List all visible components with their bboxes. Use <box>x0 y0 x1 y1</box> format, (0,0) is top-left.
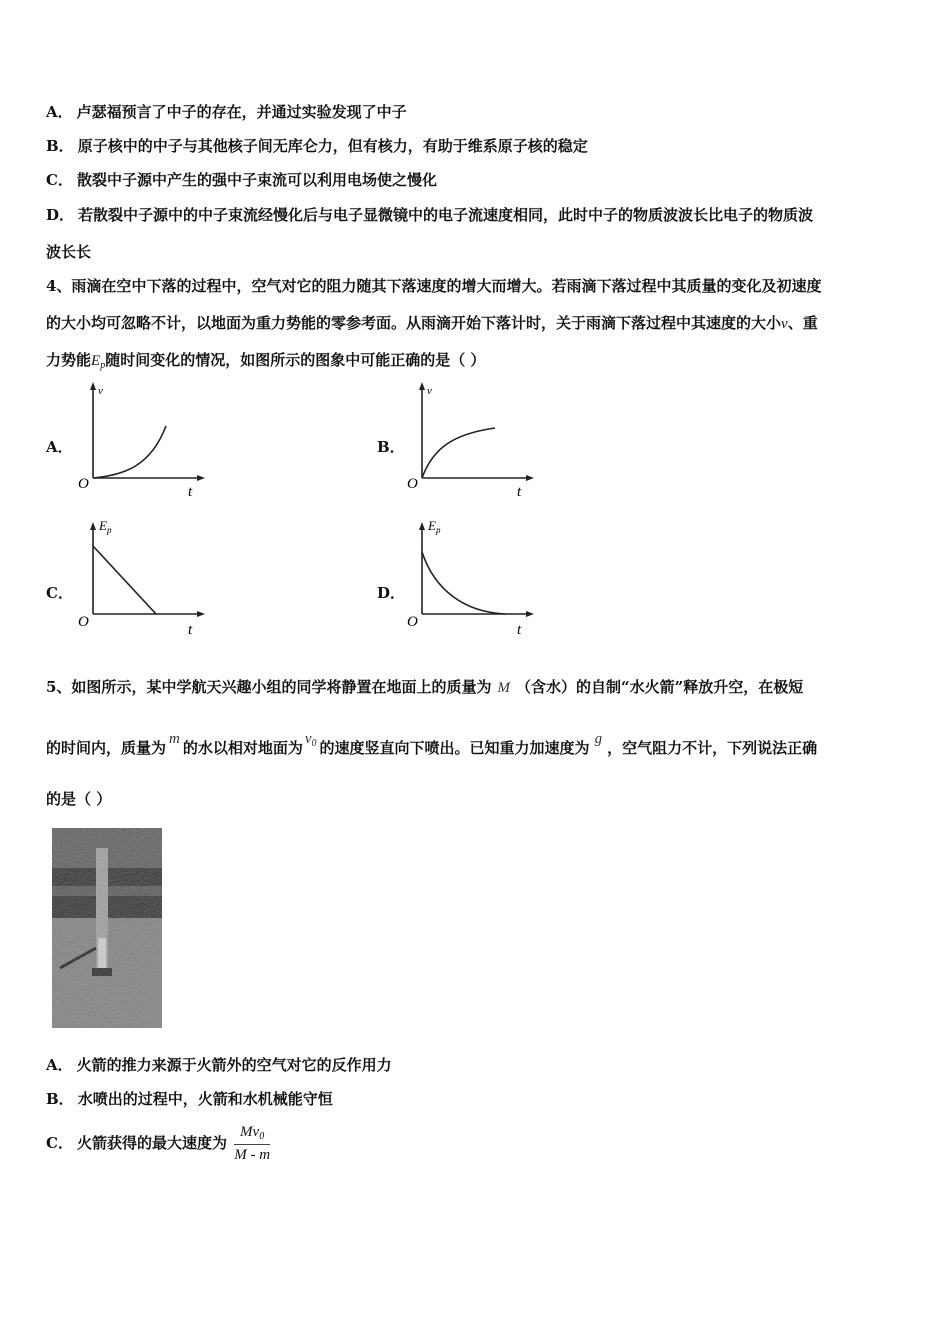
y-axis-arrow <box>90 382 96 390</box>
var-v-sub: 0 <box>311 738 317 749</box>
q4-text: 随时间变化的情况，如图所示的图象中可能正确的是（ ） <box>105 351 486 369</box>
q4-text: 的大小均可忽略不计，以地面为重力势能的零参考面。从雨滴开始下落计时，关于雨滴下落过程中其速度的大小 <box>46 314 782 332</box>
option-text-cont: 波长长 <box>46 243 92 261</box>
graph-a-label: A． <box>46 438 73 456</box>
y-axis-label: $E_p$ <box>99 518 112 535</box>
var-v0 <box>305 731 317 747</box>
q3-option-b <box>46 136 588 156</box>
origin-label: O <box>407 476 418 492</box>
option-text: 散裂中子源中产生的强中子束流可以利用电场使之慢化 <box>76 171 437 189</box>
q4-text: 4、雨滴在空中下落的过程中，空气对它的阻力随其下落速度的增大而增大。若雨滴下落过程中其质量的变化及初速度 <box>46 277 822 295</box>
x-axis-label: t <box>517 484 522 500</box>
fraction <box>234 1124 270 1164</box>
graph-a <box>76 380 206 500</box>
graph-b-label: B． <box>377 438 405 456</box>
q5-text: ，空气阻力不计，下列说法正确 <box>607 739 818 757</box>
q5-option-b <box>46 1089 333 1109</box>
var-g: g <box>594 731 603 747</box>
option-label: A． <box>46 1056 73 1074</box>
graph-b <box>405 380 535 500</box>
q3-option-c <box>46 170 437 190</box>
var-v: v <box>304 731 312 747</box>
y-axis-label: v <box>98 385 103 397</box>
option-label: C． <box>46 171 73 189</box>
q3-option-d <box>46 205 813 225</box>
x-axis-label: t <box>188 484 193 500</box>
y-axis-arrow <box>90 522 96 530</box>
option-label: A． <box>46 103 73 121</box>
option-text: 火箭的推力来源于火箭外的空气对它的反作用力 <box>76 1056 392 1074</box>
x-axis-arrow <box>526 611 534 617</box>
var-E: E <box>91 353 101 369</box>
numerator-main: Mv <box>240 1124 260 1140</box>
option-label: C． <box>46 1134 73 1152</box>
option-text: 水喷出的过程中，火箭和水机械能守恒 <box>77 1090 333 1108</box>
q5-text: 的时间内，质量为 <box>46 739 167 757</box>
graph-d <box>405 516 535 641</box>
var-v: v <box>781 316 788 332</box>
q4-text: 力势能 <box>46 351 92 369</box>
x-axis-arrow <box>197 475 205 481</box>
graph-d-label: D． <box>377 584 406 602</box>
q5-option-a <box>46 1055 392 1075</box>
q4-stem-line3 <box>46 350 485 376</box>
q5-text: 的是（ ） <box>46 790 112 808</box>
option-label: B． <box>46 1090 74 1108</box>
option-label: B． <box>46 137 74 155</box>
q5-text: （含水）的自制“水火箭”释放升空，在极短 <box>515 678 804 696</box>
y-axis-arrow <box>419 522 425 530</box>
graph-c <box>76 516 206 641</box>
y-axis-label: $E_p$ <box>428 518 441 535</box>
x-axis-arrow <box>197 611 205 617</box>
x-axis-label: t <box>188 622 193 638</box>
q5-stem-line3 <box>46 789 111 809</box>
origin-label: O <box>407 614 418 630</box>
curve <box>422 428 495 478</box>
q5-stem-line1 <box>46 677 803 698</box>
q4-stem-line2 <box>46 313 818 334</box>
var-m: m <box>169 731 180 747</box>
water-rocket-photo <box>52 828 162 1028</box>
option-text: 火箭获得的最大速度为 <box>76 1134 227 1152</box>
option-text: 若散裂中子源中的中子束流经慢化后与电子显微镜中的电子流速度相同，此时中子的物质波波长比电子的物质波 <box>78 206 814 224</box>
q5-text: 5、如图所示，某中学航天兴趣小组的同学将静置在地面上的质量为 <box>46 678 492 696</box>
x-axis-arrow <box>526 475 534 481</box>
numerator-sub: 0 <box>259 1131 265 1142</box>
curve <box>422 552 505 614</box>
q5-text: 的水以相对地面为 <box>182 739 303 757</box>
origin-label: O <box>78 614 89 630</box>
q5-stem-line2 <box>46 731 818 764</box>
y-axis-label: v <box>427 385 432 397</box>
graph-c-label: C． <box>46 584 73 602</box>
var-M: M <box>497 680 510 696</box>
q4-stem-line1 <box>46 276 821 296</box>
fraction-numerator <box>234 1124 270 1145</box>
option-text: 原子核中的中子与其他核子间无库仑力，但有核力，有助于维系原子核的稳定 <box>77 137 588 155</box>
var-p-sub: p <box>100 360 106 371</box>
curve <box>93 426 166 478</box>
x-axis-label: t <box>517 622 522 638</box>
fraction-denominator: M - m <box>234 1147 271 1163</box>
q3-option-d-cont <box>46 242 91 262</box>
curve <box>93 546 156 614</box>
q5-text: 的速度竖直向下喷出。已知重力加速度为 <box>319 739 590 757</box>
option-label: D． <box>46 206 75 224</box>
y-axis-arrow <box>419 382 425 390</box>
q3-option-a <box>46 102 407 122</box>
q4-text: 、重 <box>787 314 818 332</box>
origin-label: O <box>78 476 89 492</box>
option-text: 卢瑟福预言了中子的存在，并通过实验发现了中子 <box>76 103 407 121</box>
q5-option-c <box>46 1124 270 1164</box>
